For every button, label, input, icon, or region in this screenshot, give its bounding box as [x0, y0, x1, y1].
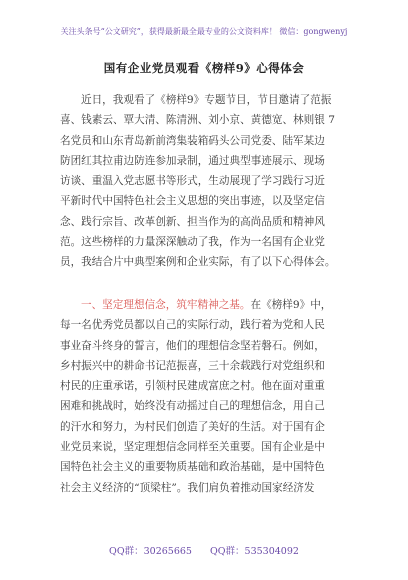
paragraph-line: 每一名优秀党员都以自己的实际行动，践行着为党和人民: [60, 319, 325, 332]
paragraph-line: 范。这些榜样的力量深深触动了我，作为一名国有企业党: [60, 236, 325, 249]
header-promo-text: 关注头条号“公文研究”，获得最新最全最专业的公文资料库！ 微信：gongwenyj: [60, 27, 348, 36]
section-heading: 一、坚定理想信念，筑牢精神之基。: [81, 299, 251, 311]
paragraph-line: 村民的庄重承诺，引领村民建成富庶之村。他在面对重重: [60, 380, 325, 393]
footer-qq-group-1: QQ群：30265665: [109, 546, 192, 557]
paragraph-line: 喜、钱素云、覃大清、陈清洲、刘小京、黄德宽、林则银 7: [60, 114, 335, 127]
paragraph-line: 事业奋斗终身的誓言，他们的理想信念坚若磐石。例如，: [60, 339, 325, 352]
paragraph-line: 平新时代中国特色社会主义思想的突出事迹，以及坚定信: [60, 195, 325, 208]
paragraph-line: 社会主义经济的“顶梁柱”。我们肩负着推动国家经济发: [60, 481, 315, 494]
paragraph-line: 困难和挑战时，始终没有动摇过自己的理想信念，用自己: [60, 400, 325, 413]
paragraph-line: 乡村振兴中的耕命书记范振喜，三十余载践行对党组织和: [60, 359, 325, 372]
paragraph-line: 的汗水和努力，为村民们创造了美好的生活。对于国有企: [60, 420, 325, 433]
paragraph-line-first: [60, 295, 352, 315]
footer-contact: [0, 543, 408, 557]
paragraph-line: 防团红其拉甫边防连参加录制，通过典型事迹展示、现场: [60, 154, 325, 167]
paragraph-line: 员，我结合片中典型案例和企业实际，有了以下心得体会。: [60, 256, 336, 269]
document-title: 国有企业党员观看《榜样9》心得体会: [103, 61, 305, 75]
footer-qq-group-2: QQ群：535304092: [209, 546, 299, 557]
paragraph-line: 访谈、重温入党志愿书等形式，生动展现了学习践行习近: [60, 175, 325, 188]
paragraph-line: 国特色社会主义的重要物质基础和政治基础，是中国特色: [60, 461, 325, 474]
paragraph-intro: [60, 90, 352, 273]
paragraph-line: 念、践行宗旨、改革创新、担当作为的高尚品质和精神风: [60, 215, 325, 228]
paragraph-line: 名党员和山东青岛新前湾集装箱码头公司党委、陆军某边: [60, 134, 325, 147]
paragraph-section-one: [60, 295, 352, 498]
paragraph-line: 近日，我观看了《榜样9》专题节目，节目邀请了范振: [81, 94, 332, 106]
section-heading-rest: 在《榜样9》中，: [250, 299, 332, 311]
paragraph-line: 业党员来说，坚定理想信念同样至关重要。国有企业是中: [60, 441, 325, 454]
